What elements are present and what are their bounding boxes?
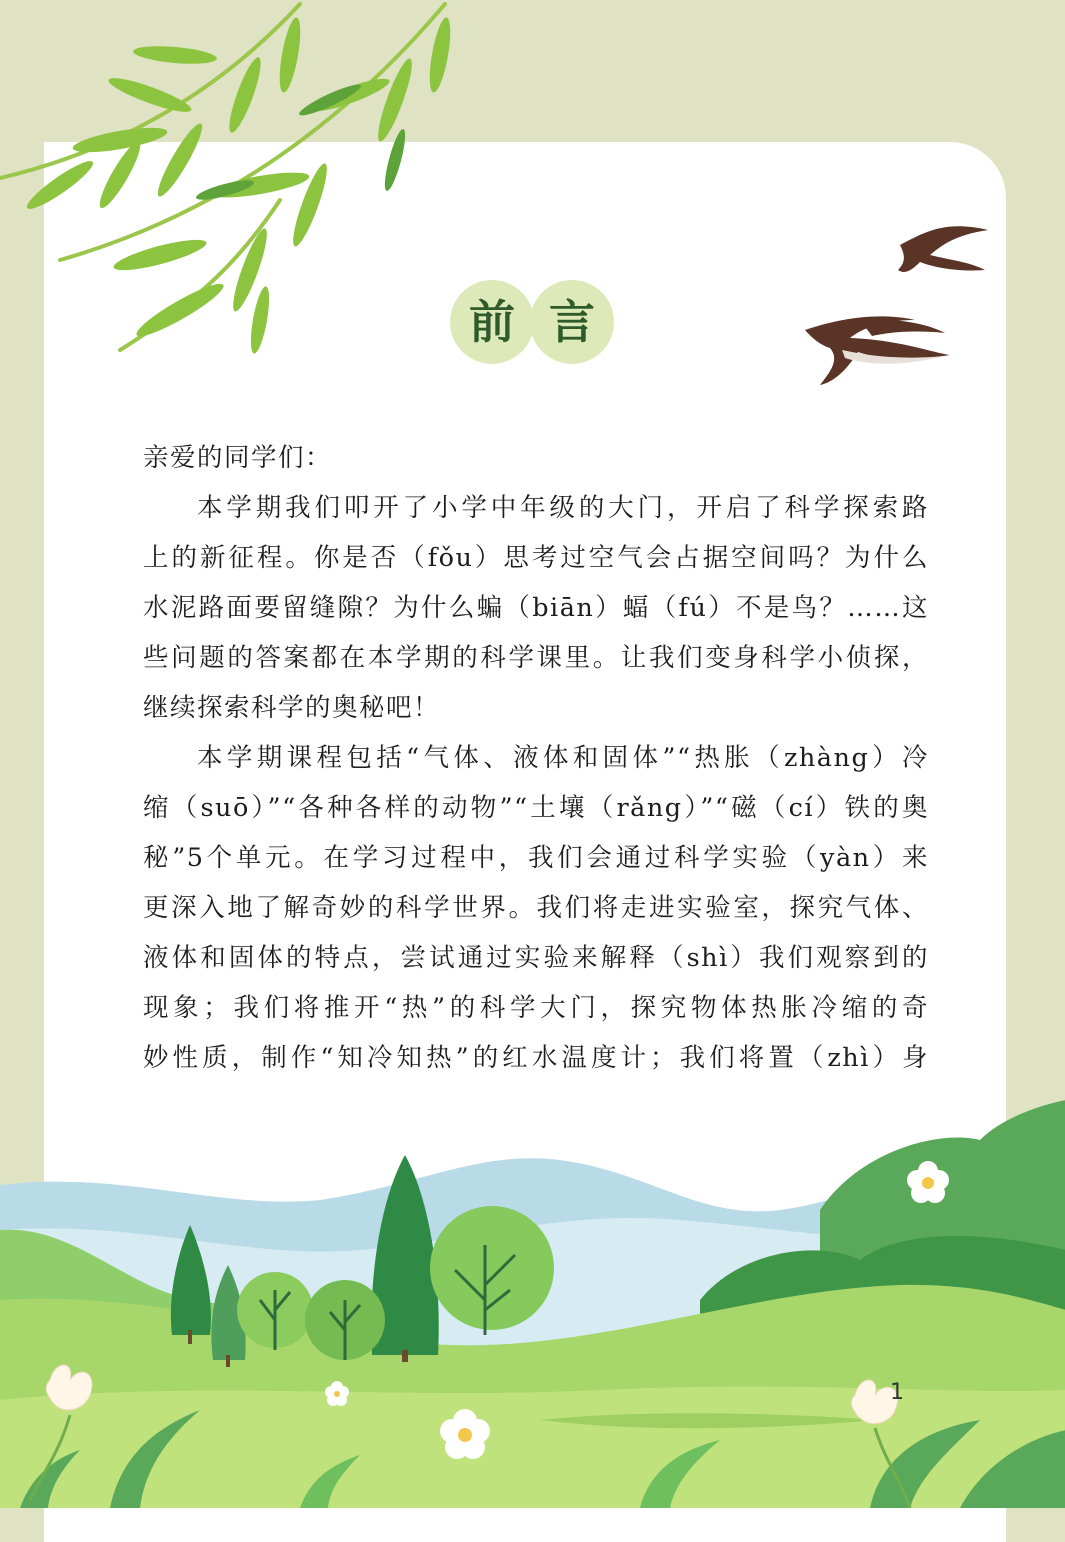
text-line: 上的新征程。你是否（fǒu）思考过空气会占据空间吗？为什么	[143, 543, 929, 573]
title-char: 前	[469, 295, 515, 349]
title-char: 言	[549, 295, 595, 349]
text-line: 继续探索科学的奥秘吧！	[143, 693, 441, 723]
page-number: 1	[890, 1380, 904, 1405]
text-line: 液体和固体的特点，尝试通过实验来解释（shì）我们观察到的	[143, 943, 929, 973]
text-line: 缩（suō）”“各种各样的动物”“土壤（rǎng）”“磁（cí）铁的奥	[143, 793, 929, 823]
text-line: 现象；我们将推开“热”的科学大门，探究物体热胀冷缩的奇	[143, 993, 929, 1023]
text-line: 妙性质，制作“知冷知热”的红水温度计；我们将置（zhì）身	[143, 1043, 929, 1073]
text-line: 些问题的答案都在本学期的科学课里。让我们变身科学小侦探，	[143, 643, 929, 673]
text-line: 水泥路面要留缝隙？为什么蝙（biān）蝠（fú）不是鸟？……这	[143, 593, 929, 623]
text-line: 更深入地了解奇妙的科学世界。我们将走进实验室，探究气体、	[143, 893, 929, 923]
text-line: 本学期我们叩开了小学中年级的大门，开启了科学探索路	[197, 493, 929, 523]
greeting: 亲爱的同学们：	[143, 443, 333, 473]
text-line: 秘”5个单元。在学习过程中，我们会通过科学实验（yàn）来	[143, 843, 929, 873]
text-line: 本学期课程包括“气体、液体和固体”“热胀（zhàng）冷	[197, 743, 929, 773]
